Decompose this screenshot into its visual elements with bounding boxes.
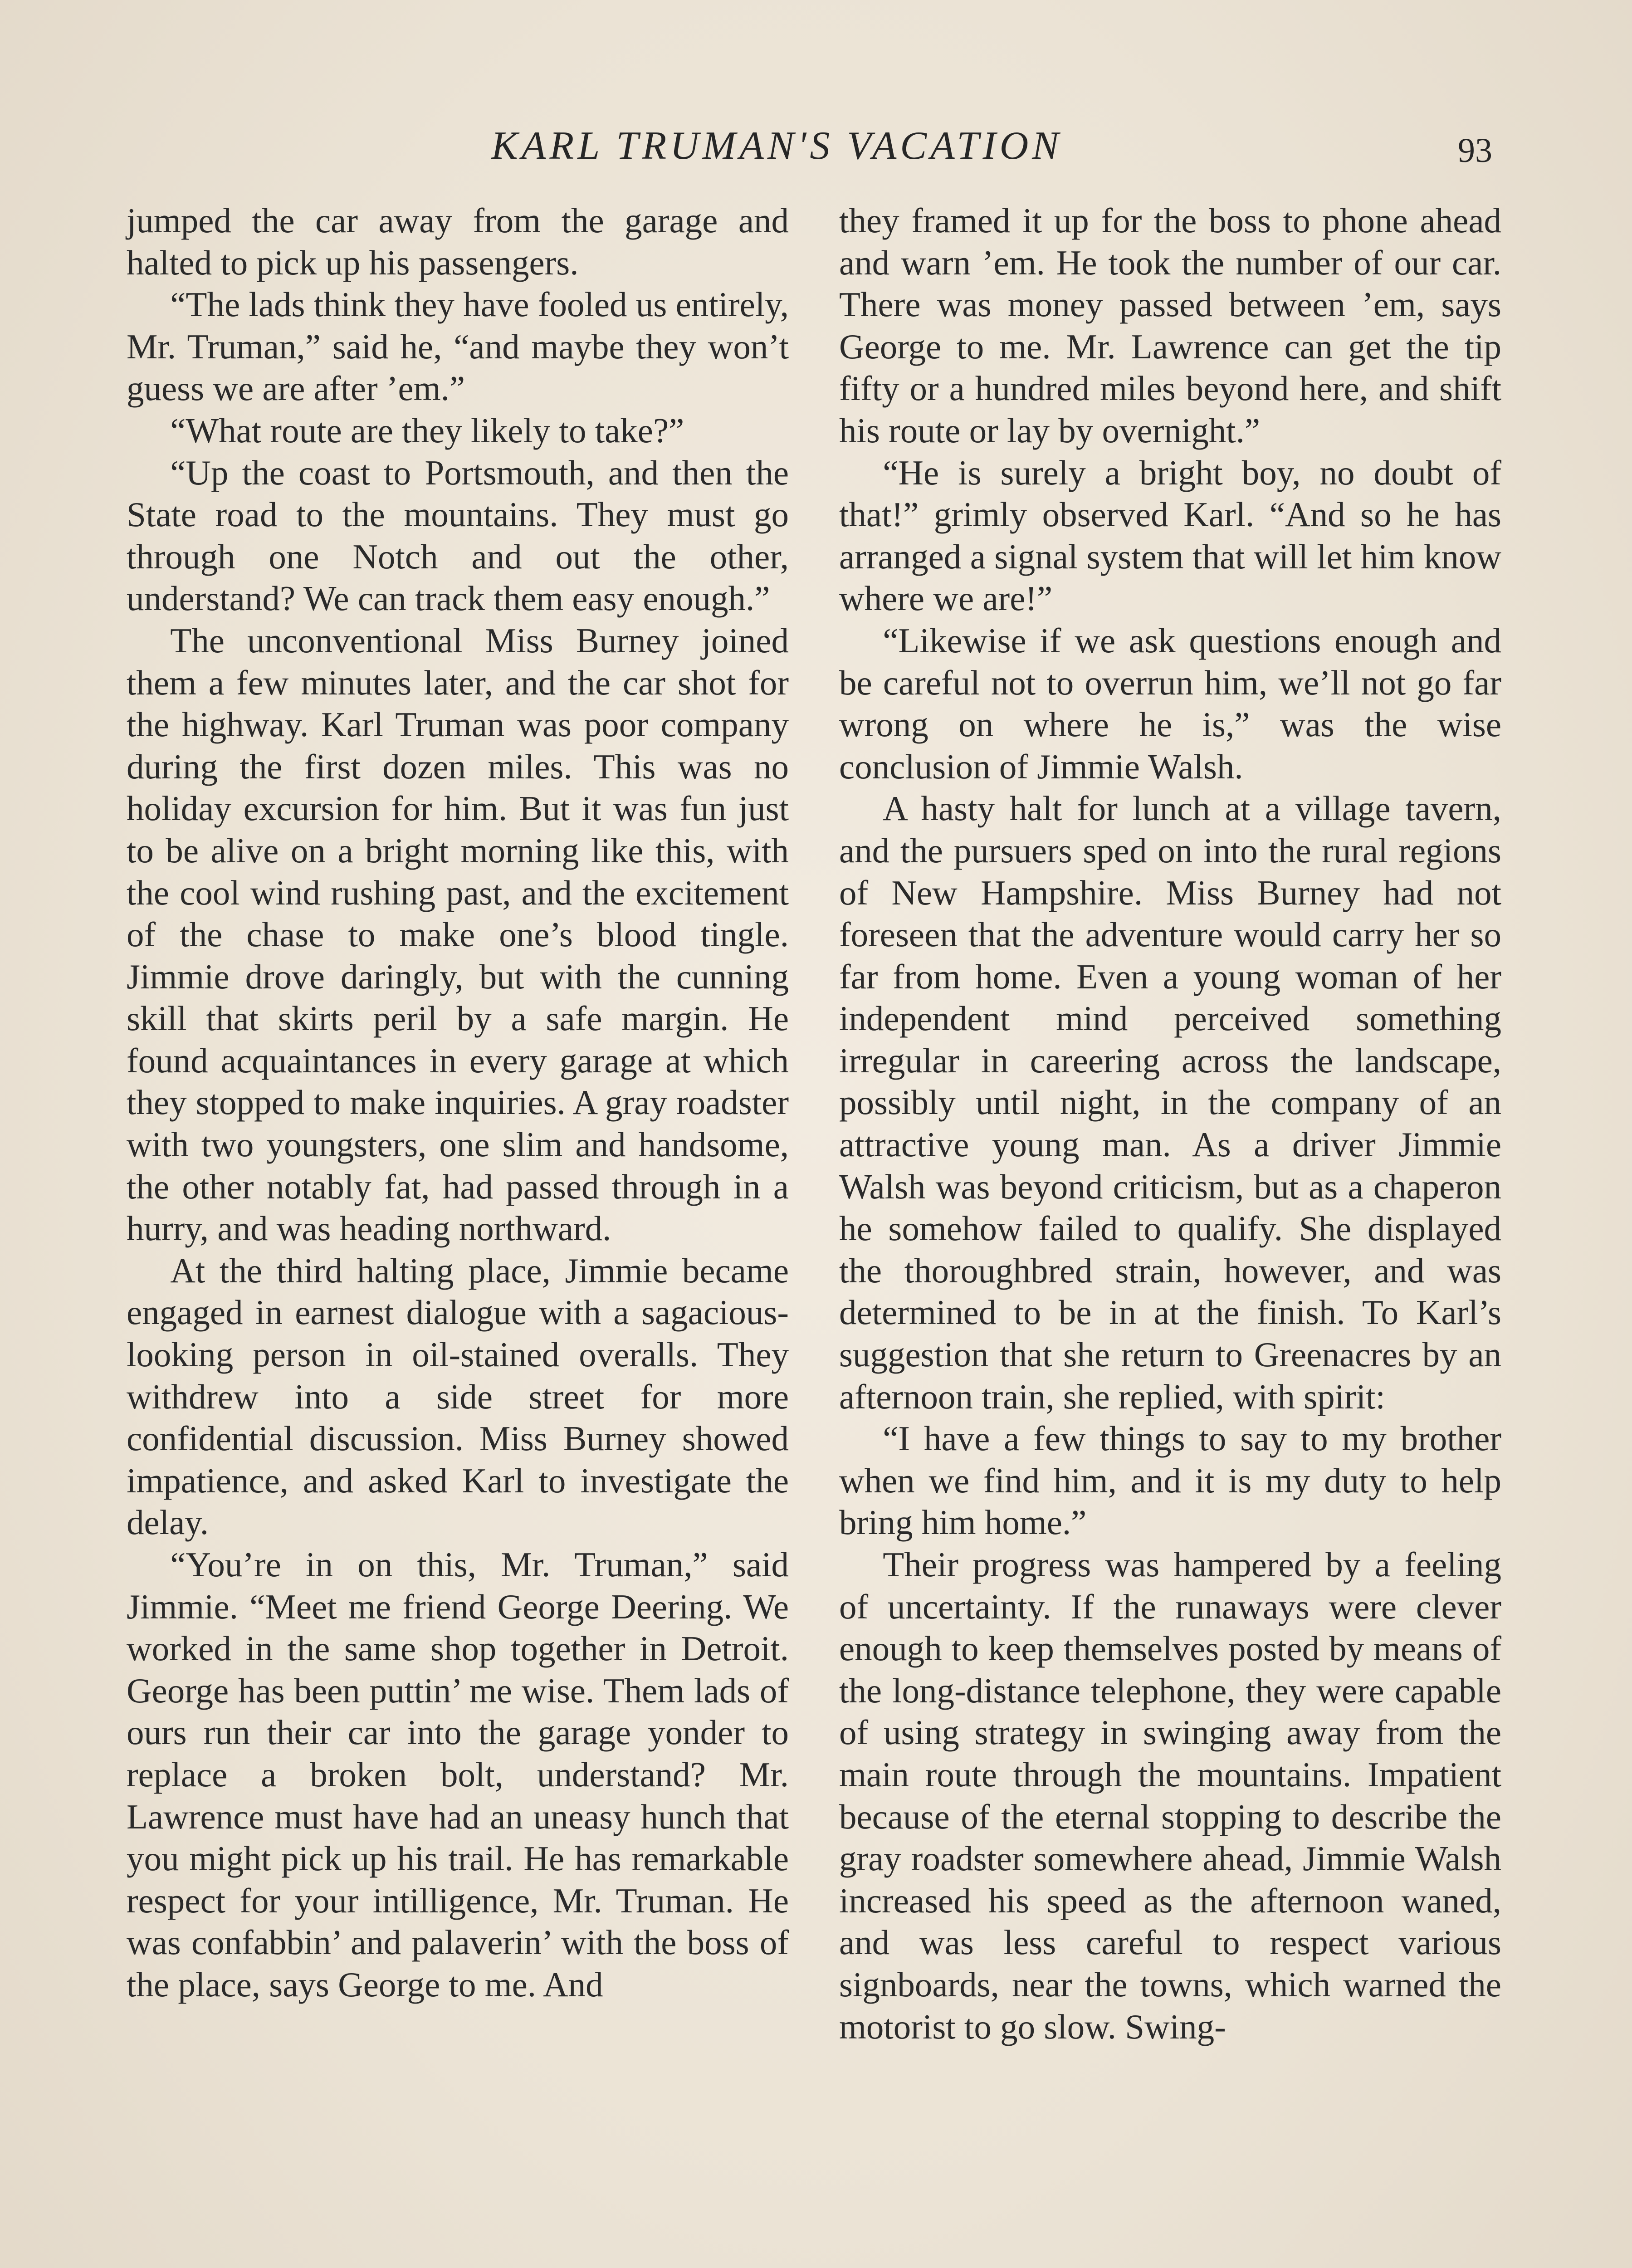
paragraph: they framed it up for the boss to phone ahead and warn ’em. He took the number of our car. There was money passed between ’em, says George to me. Mr. Lawrence can get the tip fifty or a hundred miles beyond here, and shift his route or lay by overnight.” [839, 201, 1501, 450]
right-column [839, 200, 1501, 2048]
paragraph: “I have a few things to say to my brother when we find him, and it is my duty to help bring him home.” [839, 1419, 1501, 1542]
paragraph: “You’re in on this, Mr. Truman,” said Jimmie. “Meet me friend George Deering. We worked in the same shop together in Detroit. George has been puttin’ me wise. Them lads of ours run their car into the garage yonder to replace a broken bolt, understand? Mr. Lawrence must have had an uneasy hunch that you might pick up his trail. He has remarkable respect for your intilligence, Mr. Truman. He was confabbin’ and palaverin’ with the boss of the place, says George to me. And [127, 1545, 789, 2004]
paragraph: “Likewise if we ask questions enough and be careful not to overrun him, we’ll not go far wrong on where he is,” was the wise conclusion of Jimmie Walsh. [839, 621, 1501, 786]
paragraph: At the third halting place, Jimmie became engaged in earnest dialogue with a sagacious-looking person in oil-stained overalls. They withdrew into a side street for more confidential discussion. Miss Burney showed impatience, and asked Karl to investigate the delay. [127, 1251, 789, 1542]
left-column [127, 200, 789, 2006]
page-number: 93 [1458, 132, 1492, 170]
paragraph: Their progress was hampered by a feeling of uncertainty. If the runaways were clever enough to keep themselves posted by means of the long-distance telephone, they were capable of using strategy in swinging away from the main route through the mountains. Impatient because of the eternal stopping to describe the gray roadster somewhere ahead, Jimmie Walsh increased his speed as the afternoon waned, and was less careful to respect various signboards, near the towns, which warned the motorist to go slow. Swing- [839, 1545, 1501, 2046]
paragraph: jumped the car away from the garage and halted to pick up his passengers. [127, 201, 789, 282]
running-title: KARL TRUMAN'S VACATION [491, 124, 1063, 168]
paragraph: A hasty halt for lunch at a village tavern, and the pursuers sped on into the rural regions of New Hampshire. Miss Burney had not foreseen that the adventure would carry her so far from home. Even a young woman of her independent mind perceived something irregular in careering across the landscape, possibly until night, in the company of an attractive young man. As a driver Jimmie Walsh was beyond criticism, but as a chaperon he somehow failed to qualify. She displayed the thoroughbred strain, however, and was determined to be in at the finish. To Karl’s suggestion that she return to Greenacres by an afternoon train, she replied, with spirit: [839, 789, 1501, 1416]
paragraph: “He is surely a bright boy, no doubt of that!” grimly observed Karl. “And so he has arranged a signal system that will let him know where we are!” [839, 453, 1501, 618]
paragraph: “The lads think they have fooled us entirely, Mr. Truman,” said he, “and maybe they won’t guess we are after ’em.” [127, 285, 789, 408]
paragraph: “Up the coast to Portsmouth, and then the State road to the mountains. They must go through one Notch and out the other, understand? We can track them easy enough.” [127, 453, 789, 618]
paragraph: “What route are they likely to take?” [170, 411, 684, 450]
running-head [0, 119, 1632, 173]
paragraph: The unconventional Miss Burney joined them a few minutes later, and the car shot for the highway. Karl Truman was poor company during the first dozen miles. This was no holiday excursion for him. But it was fun just to be alive on a bright morning like this, with the cool wind rushing past, and the excitement of the chase to make one’s blood tingle. Jimmie drove daringly, but with the cunning skill that skirts peril by a safe margin. He found acquaintances in every garage at which they stopped to make inquiries. A gray roadster with two youngsters, one slim and handsome, the other notably fat, had passed through in a hurry, and was heading northward. [127, 621, 789, 1248]
